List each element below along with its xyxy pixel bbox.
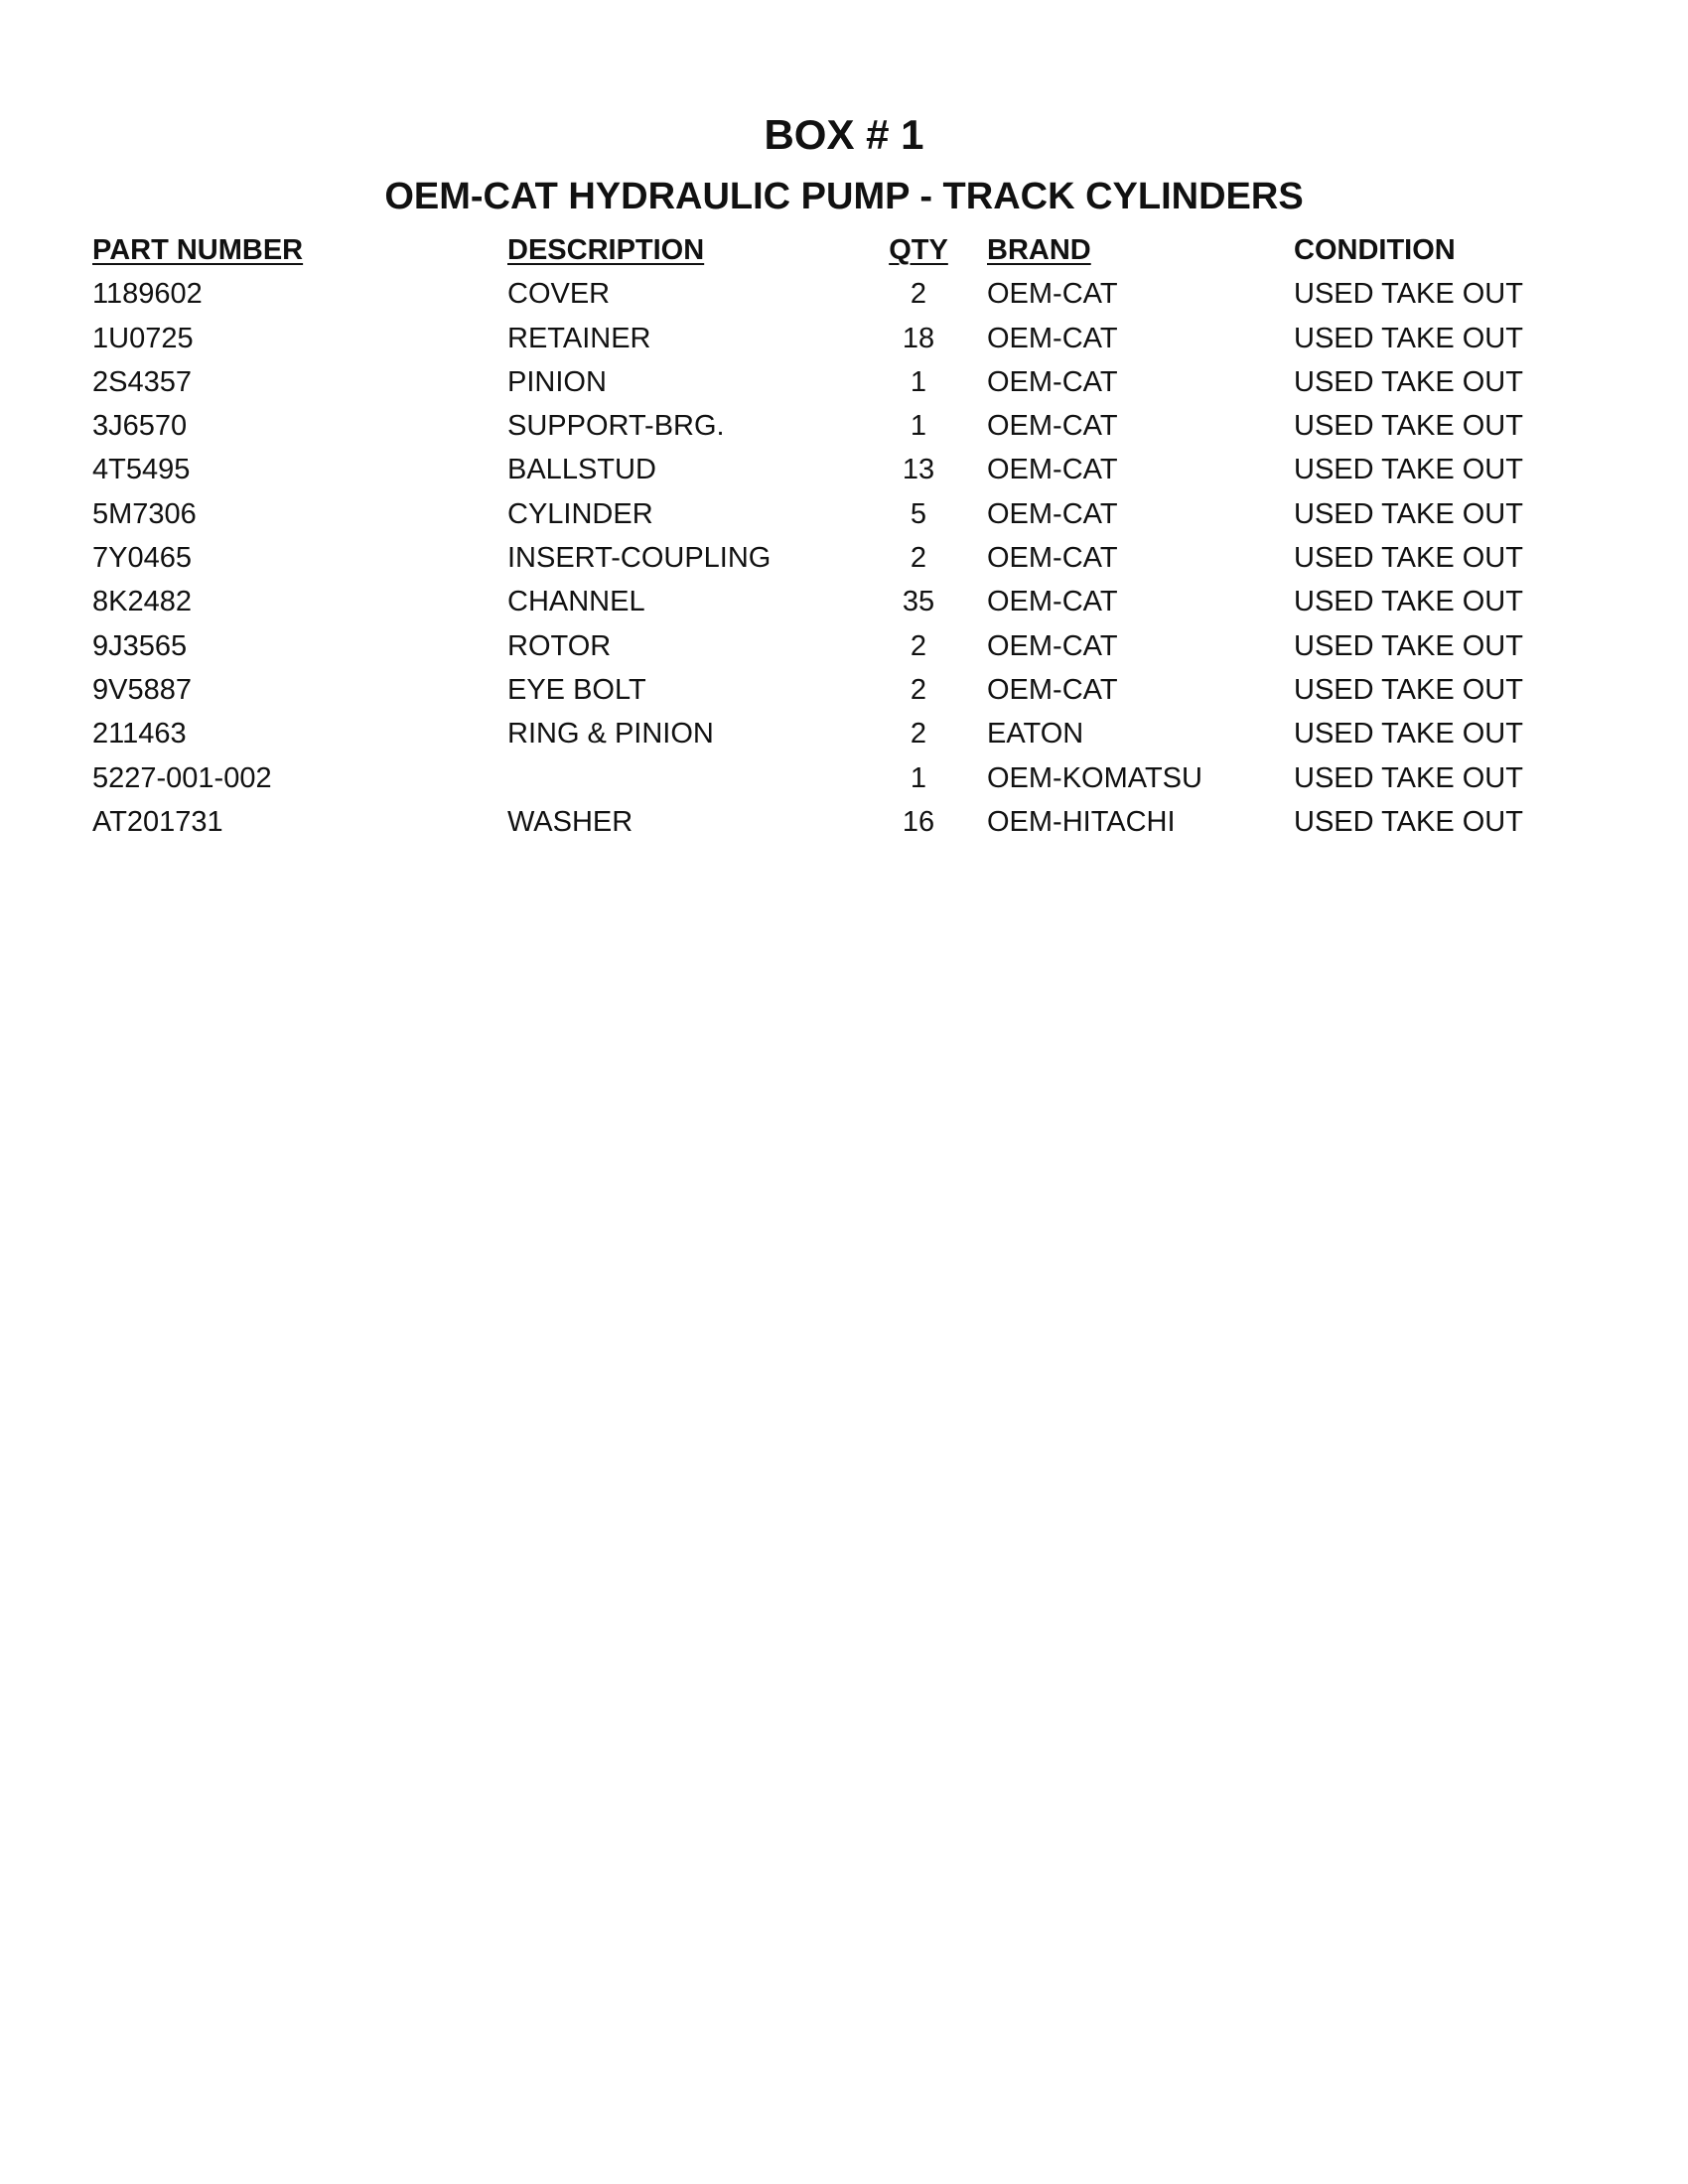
page-subtitle: OEM-CAT HYDRAULIC PUMP - TRACK CYLINDERS xyxy=(384,176,1304,217)
cell-brand: OEM-CAT xyxy=(987,586,1118,618)
cell-condition: USED TAKE OUT xyxy=(1294,365,1523,398)
cell-description: RING & PINION xyxy=(507,718,714,751)
cell-description: SUPPORT-BRG. xyxy=(507,410,725,443)
cell-brand: OEM-CAT xyxy=(987,322,1118,354)
table-row xyxy=(92,448,1562,491)
cell-part-number: 211463 xyxy=(92,718,187,751)
cell-part-number: 7Y0465 xyxy=(92,542,192,575)
cell-brand: OEM-CAT xyxy=(987,497,1118,530)
cell-brand: OEM-HITACHI xyxy=(987,805,1176,838)
cell-brand: EATON xyxy=(987,718,1084,751)
cell-qty: 1 xyxy=(910,410,927,443)
table-row xyxy=(92,360,1562,404)
cell-qty: 2 xyxy=(910,278,927,311)
cell-description: EYE BOLT xyxy=(507,673,646,706)
cell-qty: 2 xyxy=(910,718,927,751)
cell-condition: USED TAKE OUT xyxy=(1294,278,1523,311)
cell-description: COVER xyxy=(507,278,611,311)
cell-brand: OEM-CAT xyxy=(987,410,1118,443)
cell-description: RETAINER xyxy=(507,322,651,354)
header-qty: QTY xyxy=(889,234,948,266)
cell-part-number: 9V5887 xyxy=(92,673,192,706)
cell-description: INSERT-COUPLING xyxy=(507,542,772,575)
cell-brand: OEM-CAT xyxy=(987,454,1118,486)
cell-part-number: 5227-001-002 xyxy=(92,761,272,794)
cell-condition: USED TAKE OUT xyxy=(1294,629,1523,662)
cell-qty: 1 xyxy=(910,365,927,398)
cell-qty: 1 xyxy=(910,761,927,794)
table-row xyxy=(92,756,1562,800)
cell-qty: 13 xyxy=(902,454,935,486)
table-row xyxy=(92,624,1562,668)
cell-brand: OEM-CAT xyxy=(987,278,1118,311)
parts-table xyxy=(92,228,1562,844)
cell-description: ROTOR xyxy=(507,629,612,662)
cell-part-number: 3J6570 xyxy=(92,410,188,443)
cell-qty: 35 xyxy=(902,586,935,618)
table-row xyxy=(92,712,1562,755)
cell-condition: USED TAKE OUT xyxy=(1294,454,1523,486)
cell-description: BALLSTUD xyxy=(507,454,656,486)
cell-qty: 2 xyxy=(910,673,927,706)
cell-description: WASHER xyxy=(507,805,633,838)
cell-part-number: 1U0725 xyxy=(92,322,194,354)
table-header-row xyxy=(92,228,1562,272)
cell-condition: USED TAKE OUT xyxy=(1294,322,1523,354)
table-row xyxy=(92,317,1562,360)
cell-brand: OEM-CAT xyxy=(987,629,1118,662)
cell-condition: USED TAKE OUT xyxy=(1294,542,1523,575)
cell-condition: USED TAKE OUT xyxy=(1294,805,1523,838)
cell-description: CHANNEL xyxy=(507,586,645,618)
cell-description: PINION xyxy=(507,365,607,398)
table-body xyxy=(92,272,1562,844)
cell-qty: 5 xyxy=(910,497,927,530)
table-row xyxy=(92,272,1562,316)
table-row xyxy=(92,536,1562,580)
cell-qty: 2 xyxy=(910,629,927,662)
table-row xyxy=(92,580,1562,623)
cell-condition: USED TAKE OUT xyxy=(1294,673,1523,706)
page-title: BOX # 1 xyxy=(764,111,924,158)
header-part-number: PART NUMBER xyxy=(92,234,304,266)
cell-part-number: 2S4357 xyxy=(92,365,192,398)
cell-qty: 18 xyxy=(902,322,935,354)
header-condition: CONDITION xyxy=(1294,234,1456,266)
header-description: DESCRIPTION xyxy=(507,234,705,266)
cell-condition: USED TAKE OUT xyxy=(1294,761,1523,794)
cell-qty: 2 xyxy=(910,542,927,575)
cell-qty: 16 xyxy=(902,805,935,838)
cell-part-number: 9J3565 xyxy=(92,629,188,662)
cell-condition: USED TAKE OUT xyxy=(1294,497,1523,530)
table-row xyxy=(92,492,1562,536)
cell-part-number: 5M7306 xyxy=(92,497,197,530)
cell-part-number: AT201731 xyxy=(92,805,223,838)
cell-brand: OEM-CAT xyxy=(987,673,1118,706)
cell-description: CYLINDER xyxy=(507,497,653,530)
table-row xyxy=(92,800,1562,844)
header-brand: BRAND xyxy=(987,234,1091,266)
cell-part-number: 8K2482 xyxy=(92,586,192,618)
cell-brand: OEM-CAT xyxy=(987,542,1118,575)
cell-brand: OEM-KOMATSU xyxy=(987,761,1202,794)
table-row xyxy=(92,668,1562,712)
table-row xyxy=(92,404,1562,448)
cell-condition: USED TAKE OUT xyxy=(1294,586,1523,618)
cell-brand: OEM-CAT xyxy=(987,365,1118,398)
cell-condition: USED TAKE OUT xyxy=(1294,410,1523,443)
cell-condition: USED TAKE OUT xyxy=(1294,718,1523,751)
cell-part-number: 4T5495 xyxy=(92,454,191,486)
cell-part-number: 1189602 xyxy=(92,278,203,311)
